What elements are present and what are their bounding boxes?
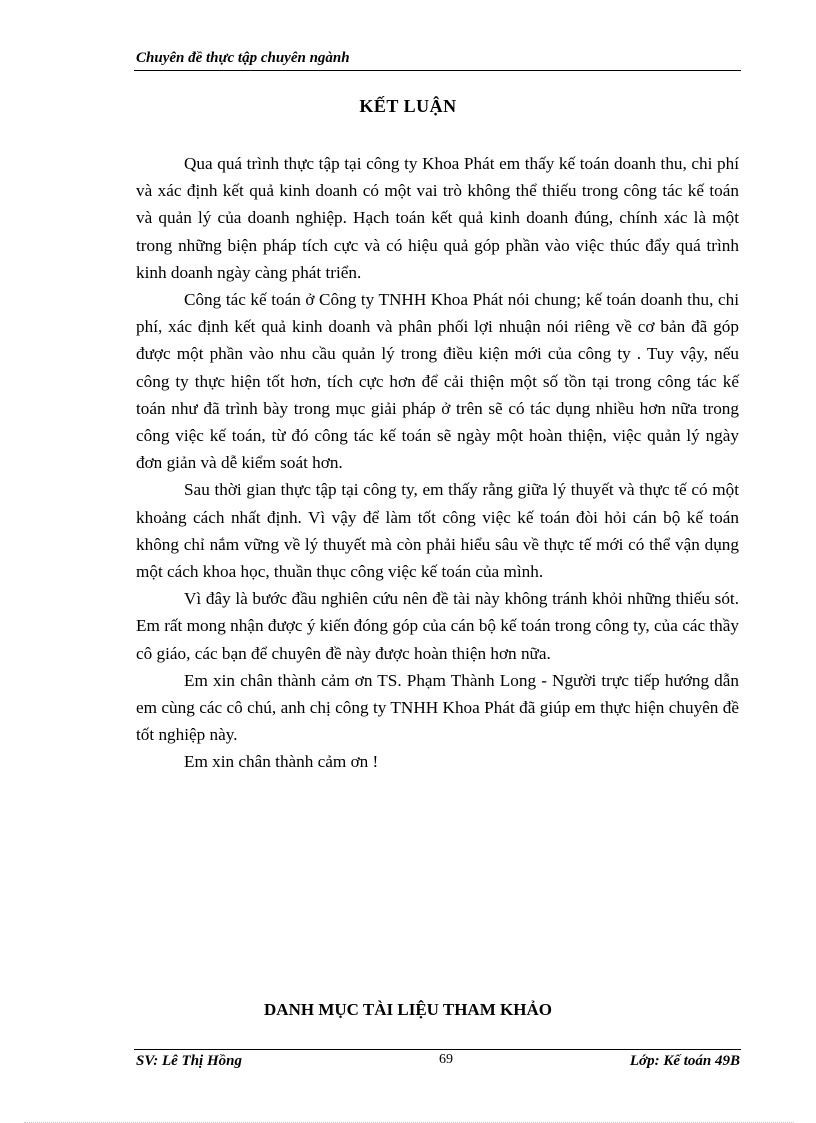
- page-title: KẾT LUẬN: [359, 96, 457, 116]
- page-number: 69: [439, 1052, 453, 1067]
- footer-class: Lớp: Kế toán 49B: [629, 1053, 740, 1069]
- references-heading: DANH MỤC TÀI LIỆU THAM KHẢO: [264, 1000, 552, 1019]
- header-rule: [134, 70, 741, 71]
- paragraph-2: Công tác kế toán ở Công ty TNHH Khoa Phát nói chung; kế toán doanh thu, chi phí, xác định kết quả kinh doanh và phân phối lợi nhuận nói riêng về cơ bản đã góp được một phần vào nhu cầu quản lý trong điều kiện mới của công ty . Tuy vậy, nếu công ty thực hiện tốt hơn, tích cực hơn để cải thiện một số tồn tại trong công tác kế toán như đã trình bày trong mục giải pháp ở trên sẽ có tác dụng nhiều hơn nữa trong công việc kế toán, từ đó công tác kế toán sẽ ngày một hoàn thiện, việc quản lý ngày đơn giản và dễ kiểm soát hơn.: [136, 290, 739, 473]
- running-header: Chuyên đề thực tập chuyên ngành: [136, 50, 350, 66]
- footer-rule: [134, 1049, 741, 1050]
- paragraph-1: Qua quá trình thực tập tại công ty Khoa Phát em thấy kế toán doanh thu, chi phí và xác định kết quả kinh doanh có một vai trò không thể thiếu trong công tác kế toán và quản lý của doanh nghiệp. Hạch toán kết quả kinh doanh đúng, chính xác là một trong những biện pháp tích cực và có hiệu quả góp phần vào việc thúc đẩy quá trình kinh doanh ngày càng phát triển.: [136, 154, 739, 282]
- paragraph-6: Em xin chân thành cảm ơn !: [184, 752, 379, 772]
- footer-student-name: SV: Lê Thị Hồng: [136, 1053, 242, 1069]
- paragraph-3: Sau thời gian thực tập tại công ty, em thấy rằng giữa lý thuyết và thực tế có một khoảng cách nhất định. Vì vậy để làm tốt công việc kế toán đòi hỏi cán bộ kế toán không chỉ nắm vững về lý thuyết mà còn phải hiểu sâu về thực tế mới có thể vận dụng một cách khoa học, thuần thục công việc kế toán của mình.: [136, 480, 739, 582]
- conclusion-body: [136, 150, 739, 776]
- paragraph-4: Vì đây là bước đầu nghiên cứu nên đề tài này không tránh khỏi những thiếu sót. Em rất mong nhận được ý kiến đóng góp của cán bộ kế toán trong công ty, của các thầy cô giáo, các bạn để chuyên đề này được hoàn thiện hơn nữa.: [136, 589, 739, 663]
- paragraph-5: Em xin chân thành cảm ơn TS. Phạm Thành Long - Người trực tiếp hướng dẫn em cùng các cô chú, anh chị công ty TNHH Khoa Phát đã giúp em thực hiện chuyên đề tốt nghiệp này.: [136, 670, 739, 745]
